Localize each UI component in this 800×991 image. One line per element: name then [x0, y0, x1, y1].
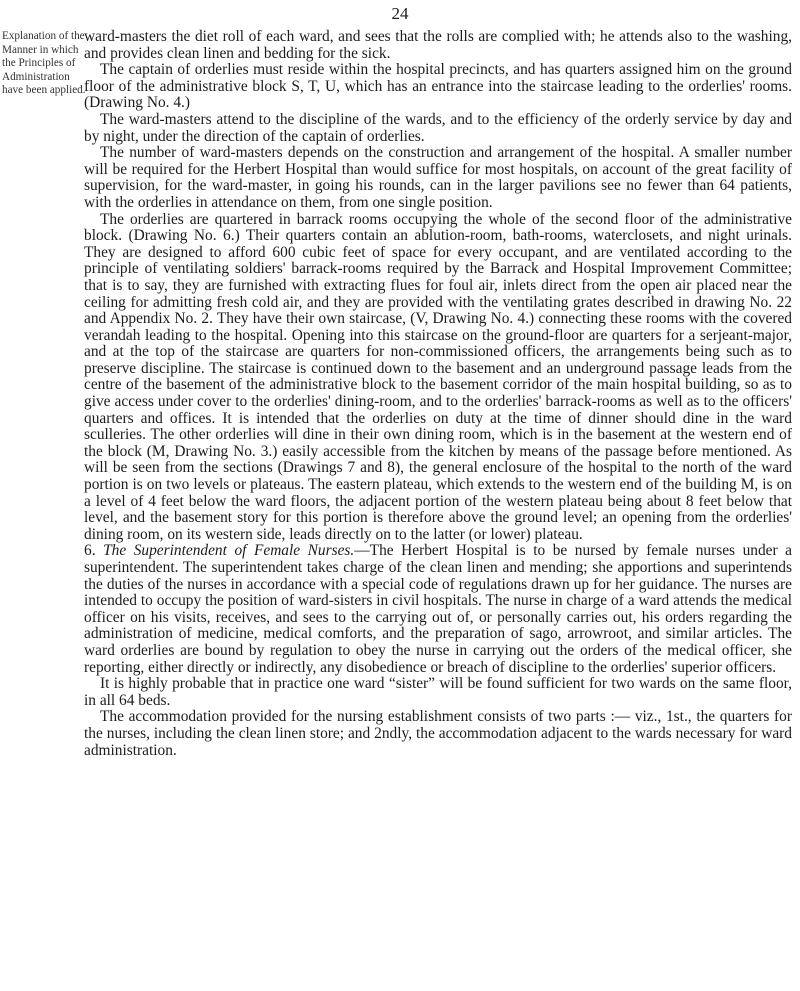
paragraph: The orderlies are quartered in barrack rooms occupying the whole of the second floor of the administrative block. (Drawing No. 6.) Their quarters contain an ablution-room, bath-rooms, waterclosets, and night urinals. They are designed to afford 600 cubic feet of space for every occupant, and are ventilated according to the principle of ventilating soldiers' barrack-rooms required by the Barrack and Hospital Improvement Committee; that is to say, they are furnished with extracting flues for foul air, inlets direct from the open air placed near the ceiling for admitting fresh cold air, and they are provided with the ventilating grates described in drawing No. 22 and Appendix No. 2. They have their own staircase, (V, Drawing No. 4.) connecting these rooms with the covered verandah leading to the hospital. Opening into this staircase on the ground-floor are quarters for a serjeant-major, and at the top of the staircase are quarters for non-commissioned officers, the arrangements being such as to preserve discipline. The staircase is continued down to the basement and an underground passage leads from the centre of the basement of the administrative block to the basement corridor of the main hospital building, so as to give access under cover to the orderlies' dining-room, and to the orderlies' barrack-rooms as well as to the officers' quarters and offices. It is intended that the orderlies on duty at the time of dinner should dine in the ward sculleries. The other orderlies will dine in their own dining room, which is in the basement at the western end of the block (M, Drawing No. 3.) easily accessible from the kitchen by means of the passage before mentioned. As will be seen from the sections (Drawings 7 and 8), the general enclosure of the hospital to the north of the ward portion is on two levels or plateaus. The eastern plateau, which extends to the western end of the building M, is on a level of 4 feet below the ward floors, the adjacent portion of the western plateau being about 8 feet below that level, and the basement story for this portion is therefore above the ground level; an opening from the orderlies' dining room, on its western side, leads directly on to the latter (or lower) plateau.	[84, 210, 792, 543]
section-title: The Superintendent of Female Nurses.	[103, 542, 355, 560]
paragraph: The number of ward-masters depends on the construction and arrangement of the hospital. A smaller number will be required for the Herbert Hospital than would suffice for most hospitals, on account of the great facility of supervision, for the ward-master, in going his rounds, can in the larger pavilions see no fewer than 64 patients, with the orderlies in attendance on them, from one single position.	[84, 144, 792, 211]
margin-note	[2, 30, 86, 98]
paragraph: The accommodation provided for the nursing establishment consists of two parts :— viz., 1st., the quarters for the nurses, including the clean linen store; and 2ndly, the accommodation adjacent to the wards necessary for ward administration.	[84, 708, 792, 759]
margin-note-line: Administration	[2, 70, 70, 83]
margin-note-line: Explanation of the	[2, 30, 85, 42]
margin-note-line: Manner in which	[2, 43, 79, 56]
section-number: 6.	[84, 542, 96, 560]
margin-note-line: have been applied.	[2, 84, 86, 96]
margin-note-line: the Principles of	[2, 57, 76, 69]
section-paragraph	[84, 543, 792, 676]
body-text	[84, 29, 792, 759]
section-text: —The Herbert Hospital is to be nursed by female nurses under a superintendent. The superintendent takes charge of the clean linen and mending; she apportions and superintends the duties of the nurses in accordance with a special code of regulations drawn up for her guidance. The nurses are intended to occupy the position of ward-sisters in civil hospitals. The nurse in charge of a ward attends the medical officer on his visits, receives, and sees to the carrying out of, or personally carries out, his orders regarding the administration of medicine, medical comforts, and the preparation of sago, arrowroot, and similar articles. The ward orderlies are bound by regulation to obey the nurse in carrying out the orders of the medical officer, she reporting, either directly or indirectly, any disobedience or breach of discipline to the orderlies' superior officers.	[84, 542, 792, 676]
page-number: 24	[391, 4, 409, 23]
paragraph: The captain of orderlies must reside within the hospital precincts, and has quarters assigned him on the ground floor of the administrative block S, T, U, which has an entrance into the staircase leading to the orderlies' rooms. (Drawing No. 4.)	[84, 61, 792, 112]
paragraph: It is highly probable that in practice one ward “sister” will be found sufficient for two wards on the same floor, in all 64 beds.	[84, 675, 792, 709]
paragraph: The ward-masters attend to the discipline of the wards, and to the efficiency of the orderly service by day and by night, under the direction of the captain of orderlies.	[84, 110, 792, 145]
paragraph: ward-masters the diet roll of each ward, and sees that the rolls are complied with; he attends also to the washing, and provides clean linen and bedding for the sick.	[84, 28, 792, 62]
